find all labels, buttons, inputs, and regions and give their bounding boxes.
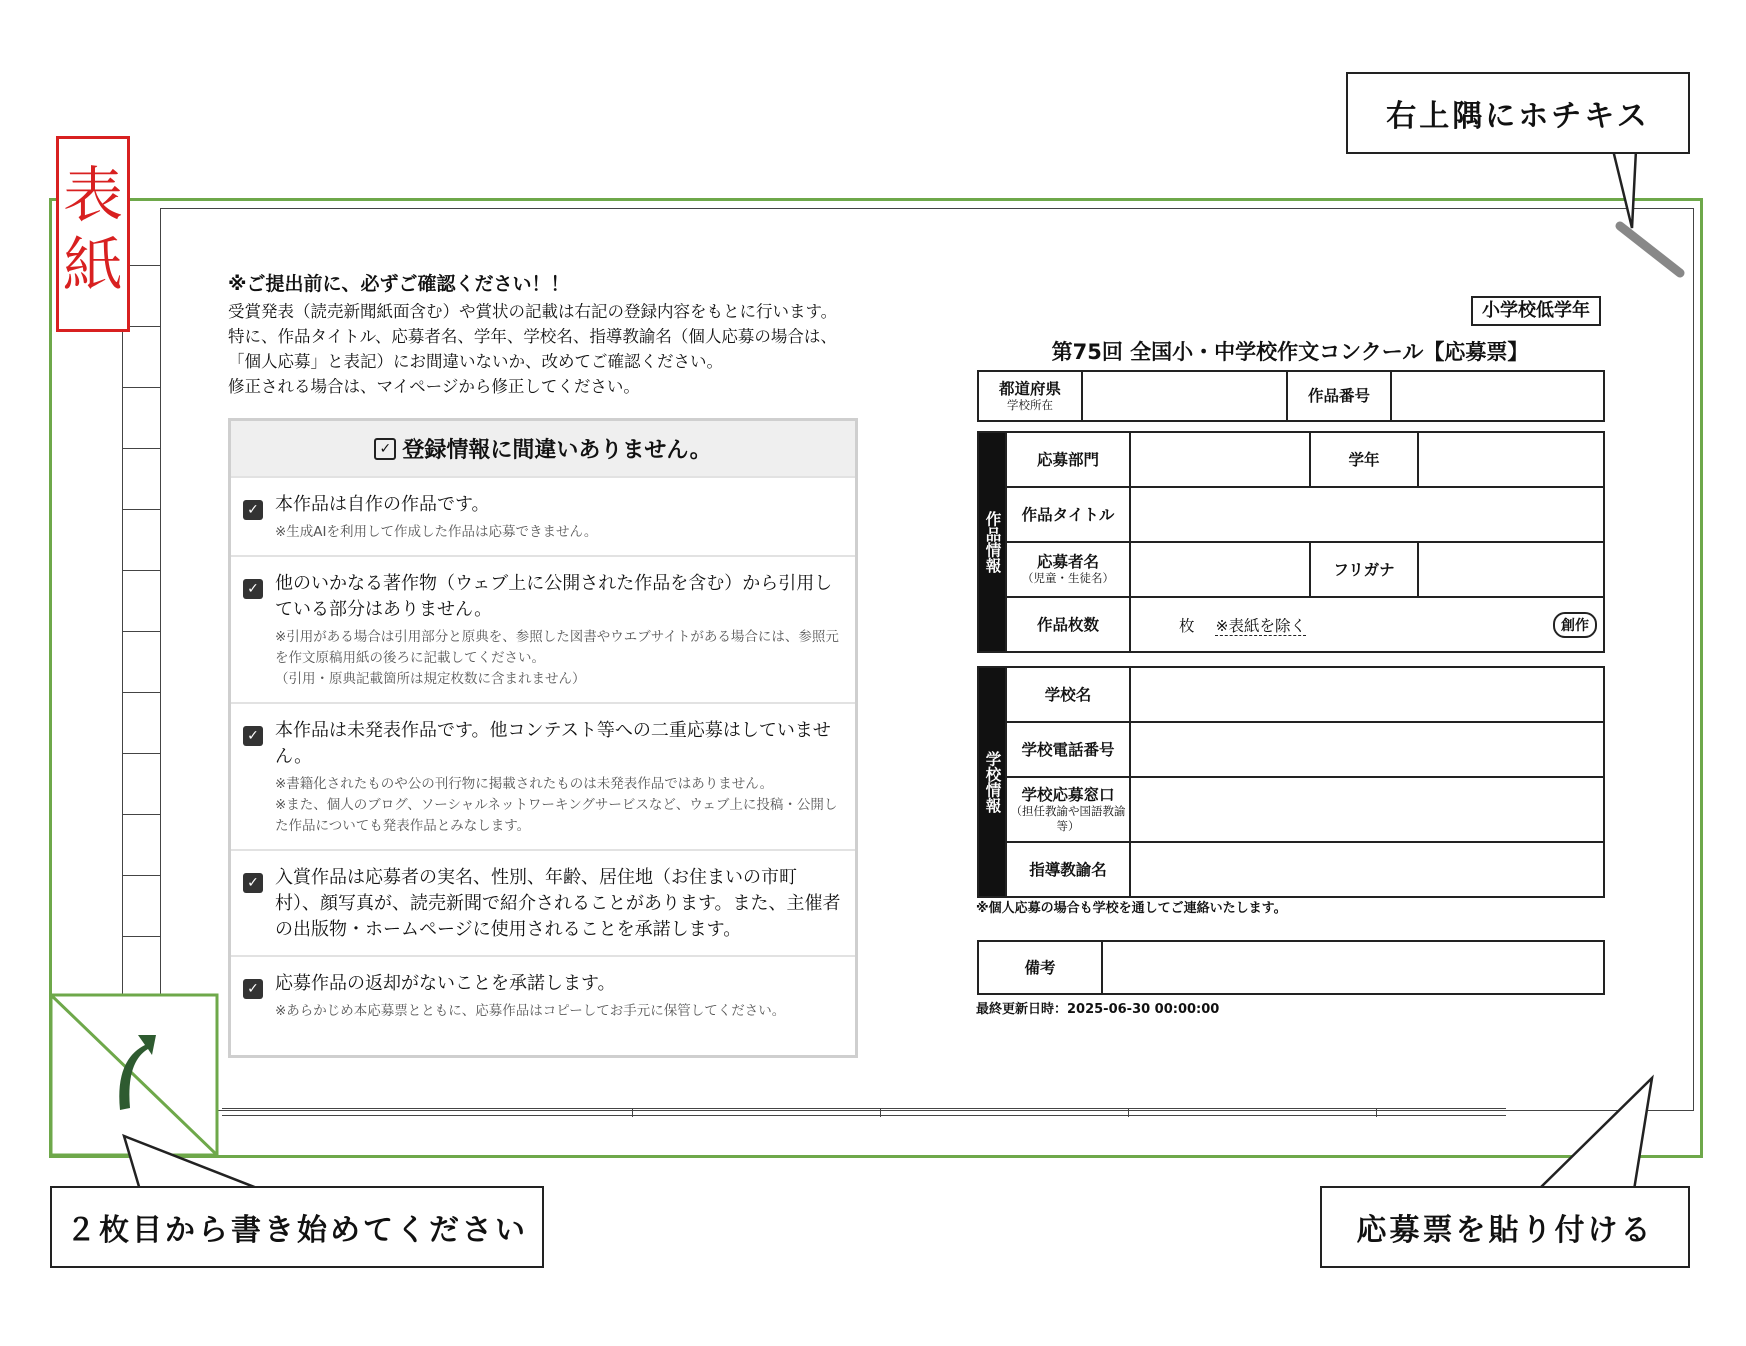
- form-title: 第75回 全国小・中学校作文コンクール【応募票】: [1051, 340, 1529, 364]
- work-number-label: 作品番号: [1287, 371, 1391, 421]
- notice-line: 修正される場合は、マイページから修正してください。: [228, 377, 640, 396]
- notice-line: 受賞発表（読売新聞紙面含む）や賞状の記載は右記の登録内容をもとに行います。: [228, 302, 838, 321]
- pages-input[interactable]: [1130, 597, 1604, 652]
- staple-icon: [1620, 226, 1680, 273]
- remarks-table: [977, 940, 1605, 995]
- checklist-item-note: ※また、個人のブログ、ソーシャルネットワーキングサービスなど、ウェブ上に投稿・公開した作品についても発表作品とみなします。: [275, 797, 838, 834]
- checklist-item-note: ※書籍化されたものや公の刊行物に掲載されたものは未発表作品ではありません。: [275, 776, 774, 792]
- last-updated: 最終更新日時：2025-06-30 00:00:00: [976, 1002, 1220, 1017]
- prefecture-label: [978, 371, 1082, 421]
- checked-checkbox[interactable]: ✓: [243, 979, 263, 999]
- checklist-item-text: 他のいかなる著作物（ウェブ上に公開された作品を含む）から引用している部分はありません。: [275, 573, 833, 620]
- school-info-table: [977, 666, 1605, 898]
- work-number-input[interactable]: [1391, 371, 1604, 421]
- checklist-item: [231, 851, 855, 957]
- school-contact-label: [1006, 777, 1130, 842]
- school-phone-input[interactable]: [1130, 722, 1604, 777]
- checklist-item-text: 入賞作品は応募者の実名、性別、年齢、居住地（お住まいの市町村）、顔写真が、読売新聞で紹介されることがあります。また、主催者の出版物・ホームページに使用されることを承諾します。: [275, 867, 841, 940]
- checked-checkbox[interactable]: ✓: [243, 579, 263, 599]
- furigana-label: フリガナ: [1310, 542, 1418, 597]
- checked-checkbox[interactable]: ✓: [243, 873, 263, 893]
- division-label: 応募部門: [1006, 432, 1130, 487]
- prefecture-label-text: 都道府県: [998, 379, 1061, 398]
- checklist-item: [231, 557, 855, 704]
- checklist-item-text: 本作品は自作の作品です。: [275, 494, 490, 515]
- pages-label: 作品枚数: [1006, 597, 1130, 652]
- cover-label-char: 表: [63, 161, 123, 231]
- prefecture-input[interactable]: [1082, 371, 1287, 421]
- checklist-item-note: （引用・原典記載箇所は規定枚数に含まれません）: [275, 671, 586, 687]
- work-title-input[interactable]: [1130, 487, 1604, 542]
- work-info-table: [977, 431, 1605, 653]
- prefecture-table: [977, 370, 1605, 422]
- pages-unit: 枚: [1179, 616, 1195, 635]
- school-name-label: 学校名: [1006, 667, 1130, 722]
- checklist-header-text: 登録情報に間違いありません。: [402, 438, 712, 463]
- attach-callout-tail: [1538, 1078, 1652, 1190]
- attach-callout: 応募票を貼り付ける: [1320, 1186, 1690, 1268]
- applicant-input[interactable]: [1130, 542, 1310, 597]
- checklist-item-note: ※生成AIを利用して作成した作品は応募できません。: [275, 524, 598, 540]
- checklist-item: [231, 704, 855, 851]
- grade-label: 学年: [1310, 432, 1418, 487]
- school-info-sidebar: 学校情報: [978, 667, 1006, 897]
- notice-line: 特に、作品タイトル、応募者名、学年、学校名、指導教諭名（個人応募の場合は、: [228, 327, 837, 346]
- school-contact-label-text: 学校応募窓口: [1021, 785, 1115, 804]
- teacher-label: 指導教諭名: [1006, 842, 1130, 897]
- school-contact-sub-text: （担任教諭や国語教諭等）: [1010, 803, 1126, 833]
- notice-line: 「個人応募」と表記）にお間違いないか、改めてご確認ください。: [228, 352, 723, 371]
- cover-label-char: 紙: [63, 231, 123, 301]
- school-contact-input[interactable]: [1130, 777, 1604, 842]
- creative-badge: 創作: [1553, 612, 1597, 638]
- checklist-item-text: 応募作品の返却がないことを承諾します。: [275, 973, 616, 994]
- notice-title: ※ご提出前に、必ずご確認ください！！: [228, 273, 570, 295]
- confirmation-checklist: [228, 418, 858, 1058]
- remarks-input[interactable]: [1102, 941, 1604, 994]
- checked-checkbox[interactable]: ✓: [243, 726, 263, 746]
- work-title-label: 作品タイトル: [1006, 487, 1130, 542]
- teacher-input[interactable]: [1130, 842, 1604, 897]
- grade-input[interactable]: [1418, 432, 1604, 487]
- staple-callout-tail: [1613, 150, 1636, 228]
- applicant-sub-text: （児童・生徒名）: [1022, 571, 1114, 585]
- division-input[interactable]: [1130, 432, 1310, 487]
- pages-note: ※表紙を除く: [1215, 616, 1306, 635]
- applicant-label: [1006, 542, 1130, 597]
- school-name-input[interactable]: [1130, 667, 1604, 722]
- school-note: ※個人応募の場合も学校を通してご連絡いたします。: [976, 901, 1287, 916]
- checklist-item-note: ※引用がある場合は引用部分と原典を、参照した図書やウエブサイトがある場合には、参照元を作文原稿用紙の後ろに記載してください。: [275, 629, 839, 666]
- notice-block: [228, 272, 868, 399]
- grade-category-tag: 小学校低学年: [1471, 296, 1601, 326]
- applicant-label-text: 応募者名: [1036, 553, 1099, 571]
- checklist-item: [231, 957, 855, 1034]
- checklist-item-note: ※あらかじめ本応募票とともに、応募作品はコピーしてお手元に保管してください。: [275, 1003, 786, 1019]
- checked-checkbox[interactable]: ✓: [243, 500, 263, 520]
- checklist-header: [231, 421, 855, 478]
- checkbox-icon: ✓: [374, 438, 396, 460]
- furigana-input[interactable]: [1418, 542, 1604, 597]
- cover-label: [56, 136, 130, 332]
- checklist-item-text: 本作品は未発表作品です。他コンテスト等への二重応募はしていません。: [275, 720, 831, 767]
- start-callout: ２枚目から書き始めてください: [50, 1186, 544, 1268]
- checklist-item: [231, 478, 855, 557]
- prefecture-sub-text: 学校所在: [1007, 397, 1053, 412]
- remarks-label: 備考: [978, 941, 1102, 994]
- staple-callout: 右上隅にホチキス: [1346, 72, 1690, 154]
- school-phone-label: 学校電話番号: [1006, 722, 1130, 777]
- work-info-sidebar: 作品情報: [978, 432, 1006, 652]
